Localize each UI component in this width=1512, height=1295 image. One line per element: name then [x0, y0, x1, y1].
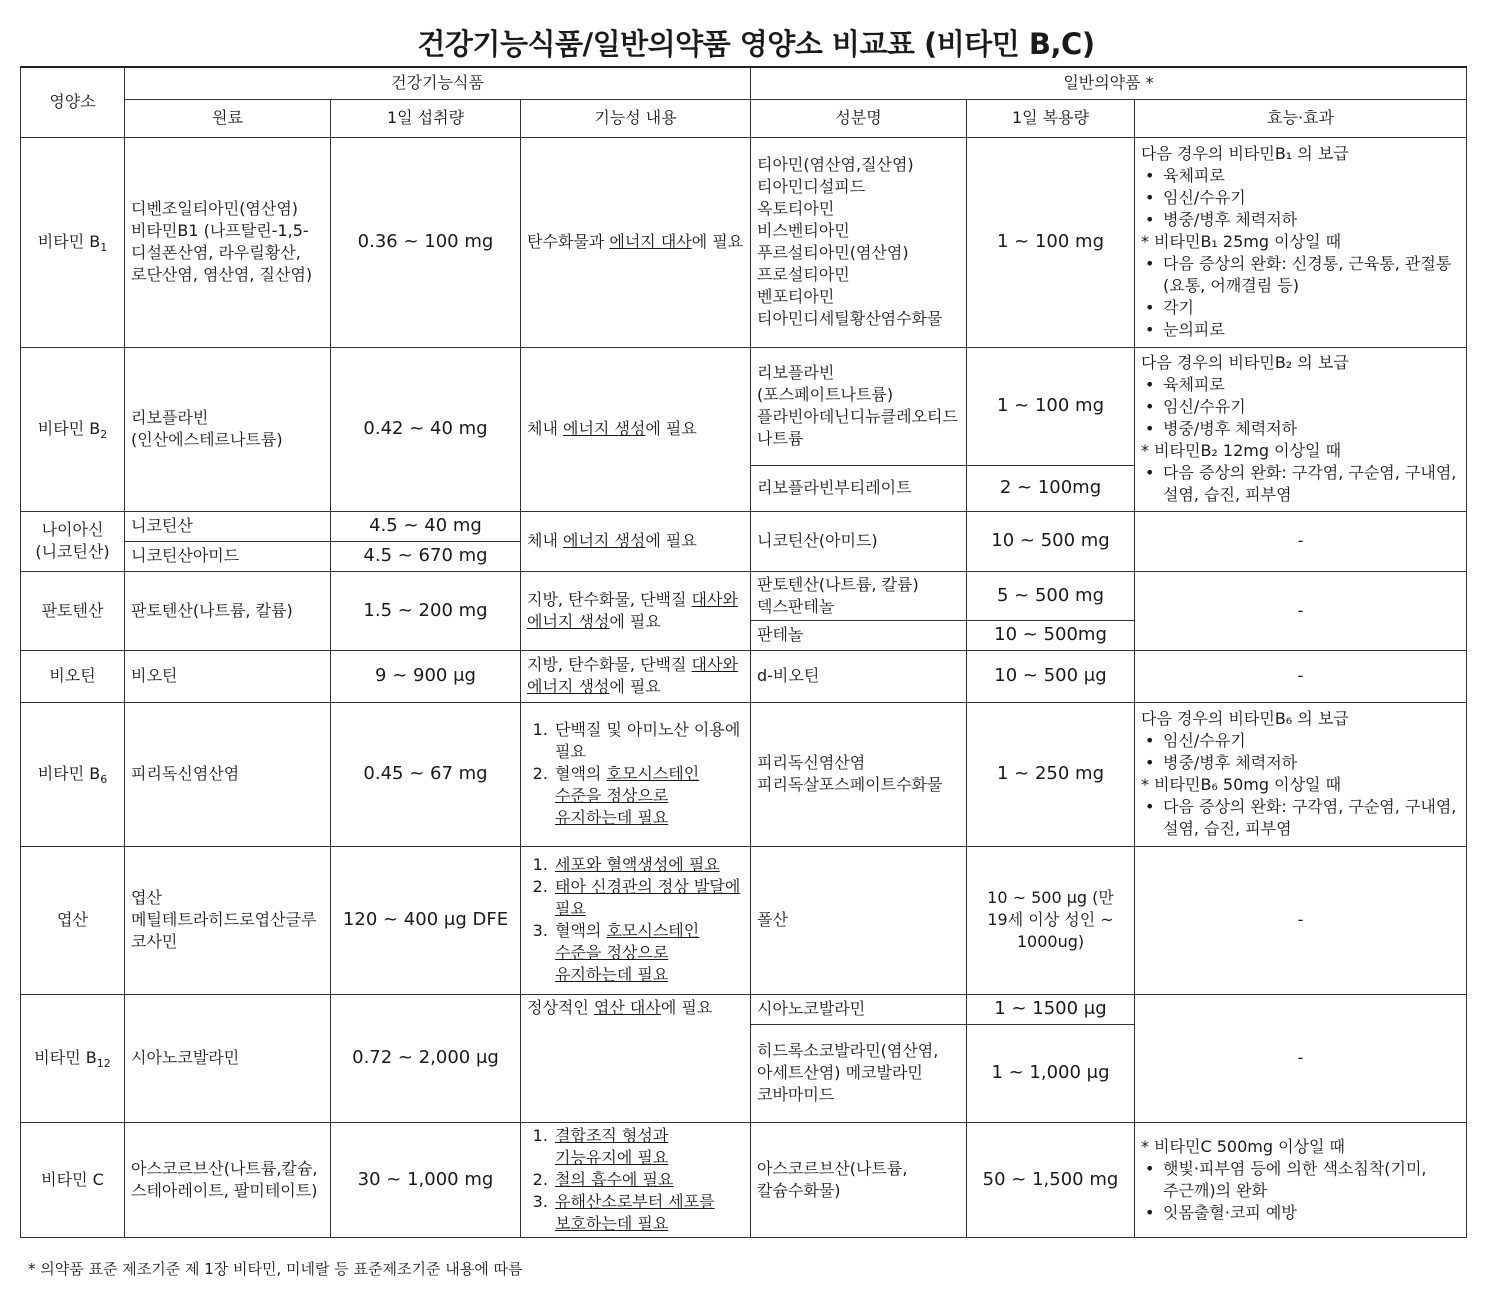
- header-dose: 1일 복용량: [967, 99, 1135, 137]
- function-cell: 지방, 탄수화물, 단백질 대사와 에너지 생성에 필요: [521, 571, 751, 650]
- dose-cell: 1 ~ 1500 μg: [967, 994, 1135, 1024]
- ingredient-cell: 피리독신염산염 피리독살포스페이트수화물: [751, 702, 967, 846]
- table-row-b12: [21, 994, 1467, 1024]
- ingredient-cell: 니코틴산(아미드): [751, 511, 967, 571]
- function-cell: 탄수화물과 에너지 대사에 필요: [521, 137, 751, 347]
- ingredient-cell: d-비오틴: [751, 650, 967, 702]
- table-row-b2: [21, 347, 1467, 465]
- effect-cell: 다음 경우의 비타민B₆ 의 보급 • 임신/수유기 • 병중/병후 체력저하 * 비타민B₆ 50mg 이상일 때 • 다음 증상의 완화: 구각염, 구순염, 구내염, 설염, 습진, 피부염: [1135, 702, 1467, 846]
- dose-cell: 1 ~ 100 mg: [967, 347, 1135, 465]
- effect-cell: -: [1135, 511, 1467, 571]
- page-title: 건강기능식품/일반의약품 영양소 비교표 (비타민 B,C): [417, 27, 1095, 61]
- material-cell: 리보플라빈 (인산에스테르나트륨): [125, 347, 331, 511]
- function-cell: 체내 에너지 생성에 필요: [521, 511, 751, 571]
- material-cell: 니코틴산아미드: [125, 541, 331, 571]
- header-function: 기능성 내용: [521, 99, 751, 137]
- ingredient-cell: 리보플라빈(포스페이트나트륨) 플라빈아데닌디뉴클레오티드나트륨: [751, 347, 967, 465]
- dose-cell: 10 ~ 500 mg: [967, 511, 1135, 571]
- function-cell: 체내 에너지 생성에 필요: [521, 347, 751, 511]
- intake-cell: 1.5 ~ 200 mg: [331, 571, 521, 650]
- comparison-table: [20, 66, 1467, 1238]
- material-cell: 비오틴: [125, 650, 331, 702]
- header-effect: 효능·효과: [1135, 99, 1467, 137]
- nutrient-name: 판토텐산: [21, 571, 125, 650]
- ingredient-cell: 판테놀: [751, 620, 967, 650]
- effect-cell: 다음 경우의 비타민B₁ 의 보급 • 육체피로 • 임신/수유기 • 병중/병후 체력저하 * 비타민B₁ 25mg 이상일 때 • 다음 증상의 완화: 신경통, 근육통, 관절통(요통, 어깨결림 등) • 각기 • 눈의피로: [1135, 137, 1467, 347]
- nutrient-name: 비타민 $B_{12}$: [21, 994, 125, 1122]
- function-cell: 1. 세포와 혈액생성에 필요 2. 태아 신경관의 정상 발달에 필요 3. 혈액의 호모시스테인 수준을 정상으로 유지하는데 필요: [521, 846, 751, 994]
- ingredient-cell: 판토텐산(나트륨, 칼륨) 덱스판테놀: [751, 571, 967, 620]
- header-nutrient: 영양소: [21, 67, 125, 137]
- intake-cell: 0.72 ~ 2,000 μg: [331, 994, 521, 1122]
- intake-cell: 120 ~ 400 μg DFE: [331, 846, 521, 994]
- ingredient-cell: 폴산: [751, 846, 967, 994]
- nutrient-name: 비타민 $B_2$: [21, 347, 125, 511]
- material-cell: 엽산 메틸테트라히드로엽산글루코사민: [125, 846, 331, 994]
- header-otc-drug: 일반의약품 *: [751, 67, 1467, 99]
- intake-cell: 4.5 ~ 670 mg: [331, 541, 521, 571]
- function-cell: 1. 결합조직 형성과 기능유지에 필요 2. 철의 흡수에 필요 3. 유해산소로부터 세포를 보호하는데 필요: [521, 1122, 751, 1237]
- function-cell: 지방, 탄수화물, 단백질 대사와 에너지 생성에 필요: [521, 650, 751, 702]
- ingredient-cell: 시아노코발라민: [751, 994, 967, 1024]
- ingredient-cell: 티아민(염산염,질산염) 티아민디설피드 옥토티아민 비스벤티아민 푸르설티아민(염산염) 프로설티아민 벤포티아민 티아민디세틸황산염수화물: [751, 137, 967, 347]
- header-ingredient: 성분명: [751, 99, 967, 137]
- header-material: 원료: [125, 99, 331, 137]
- effect-cell: -: [1135, 571, 1467, 650]
- table-row-folate: [21, 846, 1467, 994]
- nutrient-name: 비타민 $B_1$: [21, 137, 125, 347]
- header-intake: 1일 섭취량: [331, 99, 521, 137]
- intake-cell: 4.5 ~ 40 mg: [331, 511, 521, 541]
- dose-cell: 50 ~ 1,500 mg: [967, 1122, 1135, 1237]
- ingredient-cell: 히드록소코발라민(염산염, 아세트산염) 메코발라민 코바마미드: [751, 1024, 967, 1122]
- material-cell: 니코틴산: [125, 511, 331, 541]
- nutrient-name: 나이아신 (니코틴산): [21, 511, 125, 571]
- material-cell: 시아노코발라민: [125, 994, 331, 1122]
- effect-cell: * 비타민C 500mg 이상일 때 • 햇빛·피부염 등에 의한 색소침착(기미, 주근깨)의 완화 • 잇몸출혈·코피 예방: [1135, 1122, 1467, 1237]
- intake-cell: 30 ~ 1,000 mg: [331, 1122, 521, 1237]
- ingredient-cell: 아스코르브산(나트륨,칼슘수화물): [751, 1122, 967, 1237]
- table-row-biotin: [21, 650, 1467, 702]
- intake-cell: 0.36 ~ 100 mg: [331, 137, 521, 347]
- dose-cell: 10 ~ 500 μg: [967, 650, 1135, 702]
- material-cell: 피리독신염산염: [125, 702, 331, 846]
- nutrient-name: 비타민 $B_6$: [21, 702, 125, 846]
- table-row-niacin: [21, 511, 1467, 541]
- intake-cell: 0.42 ~ 40 mg: [331, 347, 521, 511]
- dose-cell: 1 ~ 100 mg: [967, 137, 1135, 347]
- material-cell: 아스코르브산(나트륨,칼슘, 스테아레이트, 팔미테이트): [125, 1122, 331, 1237]
- dose-cell: 10 ~ 500 μg (만 19세 이상 성인 ~ 1000ug): [967, 846, 1135, 994]
- table-row-pantothenic: [21, 571, 1467, 620]
- table-row-b6: [21, 702, 1467, 846]
- effect-cell: -: [1135, 994, 1467, 1122]
- function-cell: 정상적인 엽산 대사에 필요: [521, 994, 751, 1122]
- nutrient-name: 비타민 C: [21, 1122, 125, 1237]
- header-health-food: 건강기능식품: [125, 67, 751, 99]
- material-cell: 디벤조일티아민(염산염) 비타민B1 (나프탈린-1,5-디설폰산염, 라우릴황산, 로단산염, 염산염, 질산염): [125, 137, 331, 347]
- nutrient-name: 비오틴: [21, 650, 125, 702]
- dose-cell: 2 ~ 100mg: [967, 465, 1135, 511]
- effect-cell: -: [1135, 650, 1467, 702]
- table-row-b1: [21, 137, 1467, 347]
- table-row-vitamin-c: [21, 1122, 1467, 1237]
- dose-cell: 5 ~ 500 mg: [967, 571, 1135, 620]
- material-cell: 판토텐산(나트륨, 칼륨): [125, 571, 331, 650]
- function-cell: 1. 단백질 및 아미노산 이용에 필요 2. 혈액의 호모시스테인 수준을 정상으로 유지하는데 필요: [521, 702, 751, 846]
- effect-cell: -: [1135, 846, 1467, 994]
- dose-cell: 1 ~ 250 mg: [967, 702, 1135, 846]
- footnote: * 의약품 표준 제조기준 제 1장 비타민, 미네랄 등 표준제조기준 내용에 따름: [28, 1260, 523, 1278]
- dose-cell: 10 ~ 500mg: [967, 620, 1135, 650]
- dose-cell: 1 ~ 1,000 μg: [967, 1024, 1135, 1122]
- nutrient-name: 엽산: [21, 846, 125, 994]
- intake-cell: 9 ~ 900 μg: [331, 650, 521, 702]
- intake-cell: 0.45 ~ 67 mg: [331, 702, 521, 846]
- effect-cell: 다음 경우의 비타민B₂ 의 보급 • 육체피로 • 임신/수유기 • 병중/병후 체력저하 * 비타민B₂ 12mg 이상일 때 • 다음 증상의 완화: 구각염, 구순염, 구내염, 설염, 습진, 피부염: [1135, 347, 1467, 511]
- ingredient-cell: 리보플라빈부티레이트: [751, 465, 967, 511]
